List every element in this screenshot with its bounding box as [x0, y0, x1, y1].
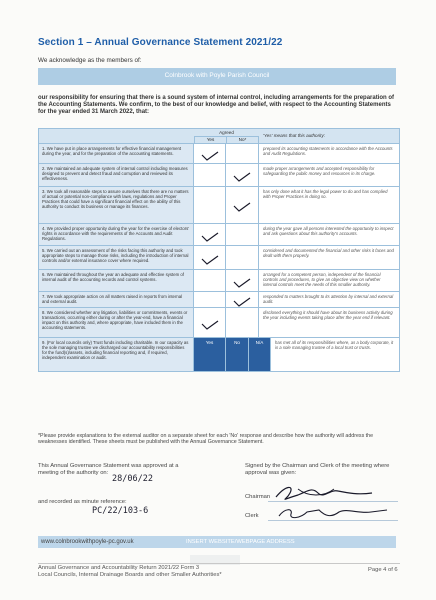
- row-statement: 4. We provided proper opportunity during the year for the exercise of electors' rights in accordance with the requirements of the Accounts and Audit Regulations.: [39, 224, 194, 245]
- row-meaning: prepared its accounting statements in accordance with the Accounts and Audit Regulations.: [259, 144, 399, 163]
- means-column-header: 'Yes' means that this authority:: [263, 133, 326, 138]
- tick-mark-icon: [233, 275, 251, 285]
- tick-mark-icon: [233, 169, 251, 179]
- tick-mark-icon: [201, 229, 219, 239]
- clerk-label: Clerk: [245, 513, 259, 519]
- row-statement: 2. We maintained an adequate system of internal control including measures designed to prevent and detect fraud and corruption and reviewed its effectiveness.: [39, 164, 194, 186]
- website-field[interactable]: [38, 536, 396, 548]
- table-row: [39, 246, 399, 270]
- table-row: [39, 144, 399, 164]
- row-meaning: during the year gave all persons interested the opportunity to inspect and ask questions about this authority's accounts.: [259, 224, 399, 245]
- table-header: [39, 129, 399, 144]
- row-statement: 7. We took appropriate action on all matters raised in reports from internal and external audit.: [39, 292, 194, 307]
- row-statement: 3. We took all reasonable steps to assure ourselves that there are no matters of actual or potential non-compliance with laws, regulations and Proper Practices that could have a significant financial effect on the ability of this authority to conduct its business or manage its finances.: [39, 187, 194, 223]
- table-row: [39, 164, 399, 187]
- table-row: [39, 270, 399, 292]
- yes-cell[interactable]: [194, 224, 226, 245]
- row-statement: 5. We carried out an assessment of the risks facing this authority and took appropriate steps to manage those risks, including the introduction of internal controls and/or external insurance cover where required.: [39, 246, 194, 269]
- chairman-signature[interactable]: [268, 483, 398, 503]
- tick-mark-icon: [201, 252, 219, 262]
- tick-mark-icon: [201, 317, 219, 327]
- row-statement: 9. (For local councils only) Trust funds including charitable. In our capacity as the sole managing trustee we discharged our accountability responsibilities for the fund(s)/assets, including financial reporting and, if required, independent examination or audit.: [39, 338, 194, 371]
- no-cell[interactable]: [226, 187, 259, 223]
- website-url: www.colnbrookwithpoyle-pc.gov.uk: [41, 539, 134, 545]
- row-statement: 1. We have put in place arrangements for effective financial management during the year, and for the preparation of the accounting statements.: [39, 144, 194, 163]
- yes-cell[interactable]: [194, 270, 226, 291]
- footer-divider: [38, 563, 400, 564]
- yes-cell[interactable]: [194, 164, 226, 186]
- no-cell[interactable]: [226, 144, 259, 163]
- no-cell[interactable]: [226, 308, 259, 337]
- yes-cell[interactable]: [194, 144, 226, 163]
- website-hint: INSERT WEBSITE/WEBPAGE ADDRESS: [186, 539, 295, 545]
- yes-cell[interactable]: [194, 292, 226, 307]
- row-meaning: made proper arrangements and accepted responsibility for safeguarding the public money and resources in its charge.: [259, 164, 399, 186]
- tick-mark-icon: [233, 199, 251, 209]
- row-meaning: has only done what it has the legal power to do and has complied with Proper Practices in doing so.: [259, 187, 399, 223]
- approval-text: This Annual Governance Statement was approved at a meeting of the authority on:: [38, 463, 179, 476]
- minute-ref-label: and recorded as minute reference:: [38, 499, 127, 505]
- row-statement: 8. We considered whether any litigation, liabilities or commitments, events or transactions, occurring either during or after the year-end, have a financial impact on this authority and, where appropriate, have included them in the accounting statements.: [39, 308, 194, 337]
- row-meaning: has met all of its responsibilities where, as a body corporate, it is a sole managing trustee of a local trust or trusts.: [271, 338, 399, 371]
- table-row: [39, 292, 399, 308]
- acknowledgement-text: We acknowledge as the members of:: [38, 57, 142, 64]
- intro-paragraph: our responsibility for ensuring that there is a sound system of internal control, including arrangements for the preparation of the Accounting Statements. We confirm, to the best of our knowledge and belief, with respect to the Accounting Statements for the year ended 31 March 2022, that:: [38, 95, 395, 116]
- tick-mark-icon: [201, 148, 219, 158]
- option-label: N/A: [255, 340, 264, 345]
- yes-column-header: Yes: [194, 136, 226, 144]
- footer-authority-type: Local Councils, Internal Drainage Boards and other Smaller Authorities*: [38, 572, 222, 578]
- tick-mark-icon: [233, 294, 251, 304]
- signed-text: Signed by the Chairman and Clerk of the meeting where approval was given:: [245, 463, 390, 476]
- clerk-signature[interactable]: [275, 504, 395, 522]
- no-cell[interactable]: [226, 292, 259, 307]
- option-label: No: [234, 340, 240, 345]
- row-meaning: responded to matters brought to its attention by internal and external audit.: [259, 292, 399, 307]
- row-statement: 6. We maintained throughout the year an adequate and effective system of internal audit of the accounting records and control systems.: [39, 270, 194, 291]
- council-name: Colnbrook with Poyle Parish Council: [164, 72, 270, 79]
- no-column-header: No*: [226, 136, 259, 144]
- option-label: Yes: [205, 340, 214, 345]
- governance-table: [38, 128, 400, 372]
- no-cell[interactable]: [226, 338, 249, 371]
- row-meaning: disclosed everything it should have about its business activity during the year including events taking place after the year end if relevant.: [259, 308, 399, 337]
- no-cell[interactable]: [226, 164, 259, 186]
- no-cell[interactable]: [226, 224, 259, 245]
- agreed-caption: Agreed: [219, 130, 234, 135]
- row-meaning: arranged for a competent person, independent of the financial controls and procedures, to give an objective view on whether internal controls meet the needs of this smaller authority.: [259, 270, 399, 291]
- approval-date-field[interactable]: 28/06/22: [112, 474, 153, 484]
- table-row: [39, 187, 399, 224]
- table-row: [39, 338, 399, 371]
- council-name-field[interactable]: [38, 68, 396, 85]
- row-meaning: considered and documented the financial and other risks it faces and dealt with them properly.: [259, 246, 399, 269]
- no-cell[interactable]: [226, 270, 259, 291]
- yes-cell[interactable]: [194, 187, 226, 223]
- chairman-label: Chairman: [245, 494, 271, 500]
- table-row: [39, 224, 399, 246]
- yes-cell[interactable]: [194, 246, 226, 269]
- yes-cell[interactable]: [194, 338, 226, 371]
- minute-ref-field[interactable]: PC/22/103-6: [92, 506, 149, 516]
- explanation-note: *Please provide explanations to the external auditor on a separate sheet for each 'No' response and describe how the authority will address the weaknesses identified. These sheets must be published with the Annual Governance Statement.: [38, 433, 374, 446]
- section-title: Section 1 – Annual Governance Statement 2021/22: [38, 37, 283, 48]
- footer-form-title: Annual Governance and Accountability Return 2021/22 Form 3: [38, 565, 200, 571]
- yes-cell[interactable]: [194, 308, 226, 337]
- no-cell[interactable]: [226, 246, 259, 269]
- table-row: [39, 308, 399, 338]
- na-cell[interactable]: [249, 338, 271, 371]
- page-number: Page 4 of 6: [368, 567, 398, 573]
